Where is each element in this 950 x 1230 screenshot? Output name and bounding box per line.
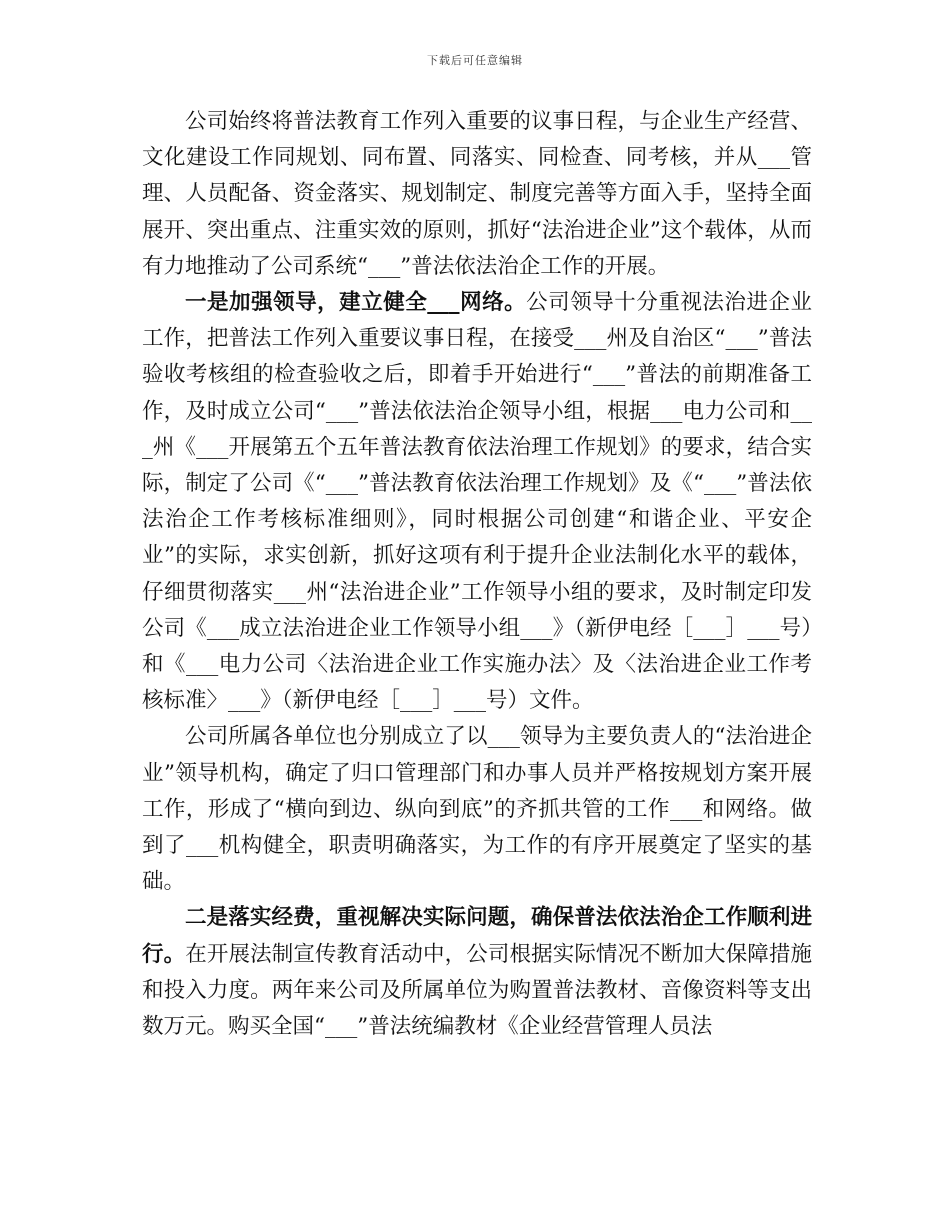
paragraph-2 [142, 285, 812, 719]
paragraph-text: 公司始终将普法教育工作列入重要的议事日程，与企业生产经营、文化建设工作同规划、同布置、同落实、同检查、同考核，并从___管理、人员配备、资金落实、规划制定、制度完善等方面入手，坚持全面展开、突出重点、注重实效的原则，抓好“法治进企业”这个载体，从而有力地推动了公司系统“___”普法依法治企工作的开展。 [142, 109, 812, 279]
paragraph-text: 公司所属各单位也分别成立了以___领导为主要负责人的“法治进企业”领导机构，确定了归口管理部门和办事人员并严格按规划方案开展工作，形成了“横向到边、纵向到底”的齐抓共管的工作___和网络。做到了___机构健全，职责明确落实，为工作的有序开展奠定了坚实的基础。 [142, 724, 812, 895]
page-header: 下载后可任意编辑 [427, 54, 523, 67]
paragraph-lead: 一是加强领导，建立健全___网络。 [185, 290, 527, 316]
paragraph-1 [142, 104, 812, 285]
paragraph-text: 公司领导十分重视法治进企业工作，把普法工作列入重要议事日程，在接受___州及自治区“___”普法验收考核组的检查验收之后，即着手开始进行“___”普法的前期准备工作，及时成立公司“___”普法依法治企领导小组，根据___电力公司和___州《___开展第五个五年普法教育依法治理工作规划》的要求，结合实际，制定了公司《“___”普法教育依法治理工作规划》及《“___”普法依法治企工作考核标准细则》，同时根据公司创建“和谐企业、平安企业”的实际，求实创新，抓好这项有利于提升企业法制化水平的载体，仔细贯彻落实___州“法治进企业”工作领导小组的要求，及时制定印发公司《___成立法治进企业工作领导小组___》（新伊电经［___］___号）和《___电力公司〈法治进企业工作实施办法〉及〈法治进企业工作考核标准〉___》（新伊电经［___］___号）文件。 [142, 290, 812, 714]
paragraph-4 [142, 900, 812, 1045]
document-body [142, 104, 812, 1045]
paragraph-3 [142, 719, 812, 900]
paragraph-text: 在开展法制宣传教育活动中，公司根据实际情况不断加大保障措施和投入力度。两年来公司及所属单位为购置普法教材、音像资料等支出数万元。购买全国“___”普法统编教材《企业经营管理人员法 [142, 941, 812, 1040]
paragraph-lead: 二是落实经费，重视解决实际问题，确保普法依法治企工作顺利进行。 [142, 905, 812, 967]
